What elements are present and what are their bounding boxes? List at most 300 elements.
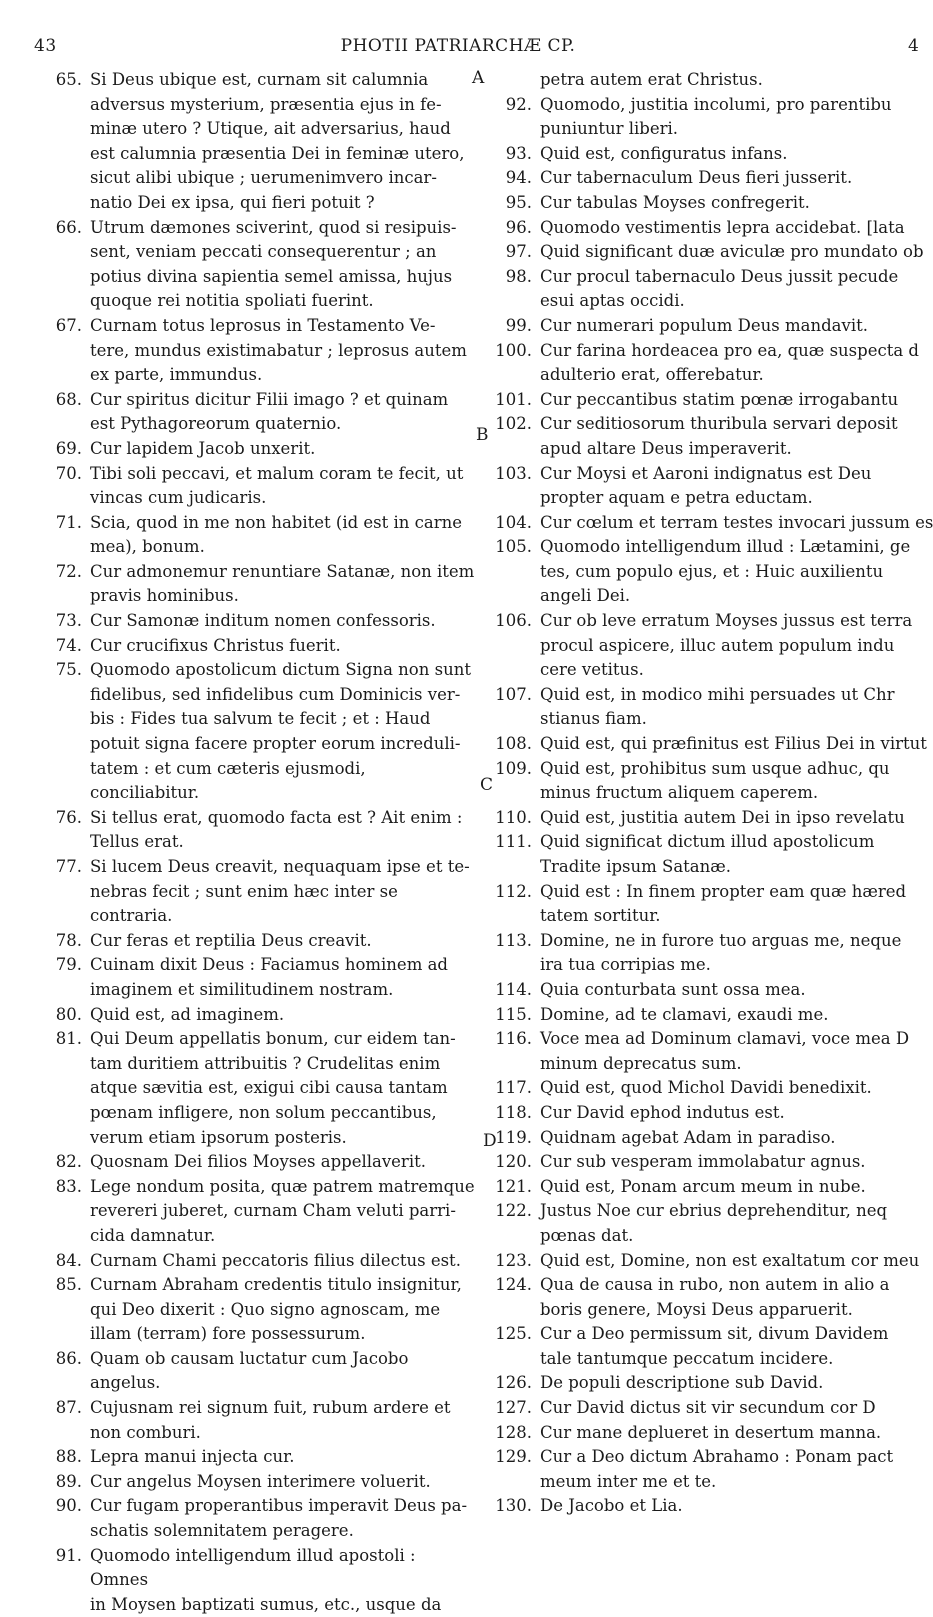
entry-line: Cur David ephod indutus est. xyxy=(540,1102,785,1122)
margin-letter-b: B xyxy=(476,425,489,445)
entry-line: tatem sortitur. xyxy=(540,906,661,926)
index-entry xyxy=(30,1470,476,1495)
entry-line: boris genere, Moysi Deus apparuerit. xyxy=(540,1299,853,1319)
index-entry xyxy=(488,93,928,142)
entry-line: Quid est, Domine, non est exaltatum cor meu xyxy=(540,1250,920,1270)
index-entry xyxy=(30,634,476,659)
entry-number xyxy=(30,1224,90,1249)
entry-number xyxy=(30,732,90,757)
entry-line: tam duritiem attribuitis ? Crudelitas enim xyxy=(90,1053,441,1073)
index-entry xyxy=(30,1396,476,1445)
entry-line: tale tantumque peccatum incidere. xyxy=(540,1348,834,1368)
index-entry xyxy=(488,142,928,167)
entry-line: Cujusnam rei signum fuit, rubum ardere et xyxy=(90,1398,451,1418)
entry-number xyxy=(30,289,90,314)
index-entry xyxy=(30,511,476,560)
index-entry xyxy=(488,412,928,461)
entry-number xyxy=(30,584,90,609)
entry-number: 119. xyxy=(495,1127,532,1147)
entry-number: 114. xyxy=(495,979,532,999)
index-entry xyxy=(30,388,476,437)
entry-number: 70. xyxy=(55,463,82,483)
index-entry xyxy=(30,1175,476,1249)
entry-line: Si lucem Deus creavit, nequaquam ipse et te- xyxy=(90,857,470,876)
entry-line: natio Dei ex ipsa, qui fieri potuit ? xyxy=(90,192,375,212)
index-entry xyxy=(488,166,928,191)
entry-number xyxy=(488,560,540,585)
index-entry xyxy=(30,953,476,1002)
entry-line: Tibi soli peccavi, et malum coram te fecit, ut xyxy=(90,463,464,483)
entry-line: Cur tabernaculum Deus fieri jusserit. xyxy=(540,168,853,188)
entry-number xyxy=(488,855,540,880)
entry-number xyxy=(30,142,90,167)
entry-number xyxy=(30,1126,90,1151)
entry-number: 121. xyxy=(495,1176,532,1196)
index-entry xyxy=(488,1076,928,1101)
entry-number: 66. xyxy=(55,217,82,237)
entry-number xyxy=(30,265,90,290)
entry-number xyxy=(488,953,540,978)
entry-line: Quid est, quod Michol Davidi benedixit. xyxy=(540,1078,872,1098)
index-entry xyxy=(488,240,928,265)
index-entry xyxy=(488,535,928,609)
index-entry xyxy=(30,560,476,609)
entry-line: Utrum dæmones sciverint, quod si resipuis- xyxy=(90,217,457,237)
entry-line: Tradite ipsum Satanæ. xyxy=(540,857,732,876)
index-entry xyxy=(30,1027,476,1150)
entry-line: qui Deo dixerit : Quo signo agnoscam, me xyxy=(90,1299,441,1319)
entry-number: 93. xyxy=(505,143,532,163)
entry-number xyxy=(30,1593,90,1617)
entry-line: Quam ob causam luctatur cum Jacobo angelus. xyxy=(90,1348,409,1393)
entry-line: Quid est, Ponam arcum meum in nube. xyxy=(540,1176,866,1196)
entry-line: Voce mea ad Dominum clamavi, voce mea D xyxy=(540,1029,910,1049)
entry-line: Quid est, configuratus infans. xyxy=(540,143,788,163)
entry-line: Cur farina hordeacea pro ea, quæ suspecta d xyxy=(540,340,919,360)
entry-number xyxy=(488,437,540,462)
entry-line: minus fructum aliquem caperem. xyxy=(540,783,819,803)
entry-line: potuit signa facere propter eorum increduli- xyxy=(90,734,461,754)
entry-line: Cur a Deo permissum sit, divum Davidem xyxy=(540,1324,889,1344)
entry-number: 101. xyxy=(495,389,532,409)
entry-number xyxy=(30,1101,90,1126)
entry-line: Quid est, in modico mihi persuades ut Chr xyxy=(540,684,895,704)
entry-number: 83. xyxy=(55,1176,82,1196)
entry-number xyxy=(488,904,540,929)
entry-line: illam (terram) fore possessurum. xyxy=(90,1324,366,1344)
entry-number: 79. xyxy=(55,955,82,975)
index-entry xyxy=(488,1494,928,1519)
index-entry xyxy=(488,1445,928,1494)
entry-number: 95. xyxy=(505,192,532,212)
index-entry xyxy=(488,609,928,683)
entry-line: verum etiam ipsorum posteris. xyxy=(90,1127,347,1147)
entry-number: 113. xyxy=(495,930,532,950)
entry-number xyxy=(30,757,90,806)
entry-number: 78. xyxy=(55,930,82,950)
entry-number xyxy=(488,1052,540,1077)
entry-line: vincas cum judicaris. xyxy=(90,488,267,508)
entry-line: Cur crucifixus Christus fuerit. xyxy=(90,635,341,655)
entry-number: 65. xyxy=(55,70,82,89)
entry-line: Cur Samonæ inditum nomen confessoris. xyxy=(90,611,436,631)
index-entry xyxy=(30,1494,476,1543)
entry-line: petra autem erat Christus. xyxy=(540,70,763,89)
entry-number: 120. xyxy=(495,1152,532,1172)
entry-number xyxy=(488,363,540,388)
entry-number: 124. xyxy=(495,1275,532,1295)
entry-line: quoque rei notitia spoliati fuerint. xyxy=(90,291,374,311)
index-entry xyxy=(488,1150,928,1175)
entry-line: Cur tabulas Moyses confregerit. xyxy=(540,192,810,212)
entry-number: 116. xyxy=(495,1029,532,1049)
entry-line: ira tua corripias me. xyxy=(540,955,711,975)
entry-number: 106. xyxy=(495,611,532,631)
entry-line: Quia conturbata sunt ossa mea. xyxy=(540,979,806,999)
entry-number: 107. xyxy=(495,684,532,704)
entry-number xyxy=(30,117,90,142)
entry-line: schatis solemnitatem peragere. xyxy=(90,1521,354,1541)
entry-number xyxy=(30,683,90,708)
entry-number: 82. xyxy=(55,1152,82,1172)
entry-line: Quomodo apostolicum dictum Signa non sunt xyxy=(90,660,471,680)
entry-number xyxy=(30,1199,90,1224)
entry-line: sicut alibi ubique ; uerumenimvero incar- xyxy=(90,168,437,188)
page-number-left: 43 xyxy=(34,36,57,56)
index-entry xyxy=(488,732,928,757)
entry-line: revereri juberet, curnam Cham veluti parri- xyxy=(90,1201,456,1221)
entry-number: 103. xyxy=(495,463,532,483)
entry-line: Cur mane deplueret in desertum manna. xyxy=(540,1422,882,1442)
margin-letter-d: D xyxy=(483,1131,497,1151)
index-entry xyxy=(30,1249,476,1274)
entry-number xyxy=(488,634,540,659)
entry-line: adulterio erat, offerebatur. xyxy=(540,365,764,385)
entry-line: cida damnatur. xyxy=(90,1225,216,1245)
entry-line: Cur peccantibus statim pœnæ irrogabantu xyxy=(540,389,899,409)
index-entry xyxy=(30,609,476,634)
entry-number xyxy=(30,191,90,216)
entry-line: sent, veniam peccati consequerentur ; an xyxy=(90,242,437,262)
right-column xyxy=(488,68,933,1519)
entry-number: 126. xyxy=(495,1373,532,1393)
entry-number: 80. xyxy=(55,1004,82,1024)
page-number-right: 4 xyxy=(908,36,920,56)
entry-line: Cur ob leve erratum Moyses jussus est terra xyxy=(540,611,913,631)
entry-line: tes, cum populo ejus, et : Huic auxilientu xyxy=(540,561,884,581)
entry-line: meum inter me et te. xyxy=(540,1471,717,1491)
entry-number xyxy=(30,1322,90,1347)
entry-line: Quid est, qui præfinitus est Filius Dei in virtut xyxy=(540,734,927,754)
entry-line: angeli Dei. xyxy=(540,586,631,606)
index-entry xyxy=(30,1544,476,1617)
entry-line: Domine, ad te clamavi, exaudi me. xyxy=(540,1004,829,1024)
index-entry xyxy=(488,339,928,388)
index-entry xyxy=(488,1027,928,1076)
entry-line: Quid significat dictum illud apostolicum xyxy=(540,832,875,852)
entry-line: non comburi. xyxy=(90,1422,201,1442)
entry-line: Cur fugam properantibus imperavit Deus pa- xyxy=(90,1496,468,1516)
entry-line: minum deprecatus sum. xyxy=(540,1053,742,1073)
entry-line: Curnam totus leprosus in Testamento Ve- xyxy=(90,315,436,335)
entry-number: 92. xyxy=(505,94,532,114)
index-entry xyxy=(488,462,928,511)
entry-number: 96. xyxy=(505,217,532,237)
entry-number xyxy=(30,830,90,855)
entry-number xyxy=(488,584,540,609)
entry-line: Domine, ne in furore tuo arguas me, neque xyxy=(540,930,902,950)
entry-number: 73. xyxy=(55,611,82,631)
index-entry xyxy=(488,683,928,732)
entry-line: Quosnam Dei filios Moyses appellaverit. xyxy=(90,1152,426,1172)
entry-number xyxy=(488,289,540,314)
entry-number: 75. xyxy=(55,660,82,680)
entry-line: Quid est : In finem propter eam quæ hæred xyxy=(540,881,907,901)
entry-number: 102. xyxy=(495,414,532,434)
entry-line: esui aptas occidi. xyxy=(540,291,685,311)
index-entry xyxy=(30,216,476,314)
entry-line: apud altare Deus imperaverit. xyxy=(540,438,792,458)
entry-line: Lege nondum posita, quæ patrem matremque xyxy=(90,1176,475,1196)
entry-number xyxy=(30,978,90,1003)
entry-number: 74. xyxy=(55,635,82,655)
entry-line: Qui Deum appellatis bonum, cur eidem tan- xyxy=(90,1029,456,1049)
entry-number xyxy=(30,412,90,437)
entry-number xyxy=(30,1421,90,1446)
entry-number: 110. xyxy=(495,807,532,827)
entry-line: procul aspicere, illuc autem populum indu xyxy=(540,635,895,655)
entry-number xyxy=(488,117,540,142)
running-title: PHOTII PATRIARCHÆ CP. xyxy=(340,36,576,56)
entry-line: pravis hominibus. xyxy=(90,586,239,606)
entry-number: 77. xyxy=(55,857,82,876)
index-entry xyxy=(488,511,933,536)
entry-number xyxy=(30,339,90,364)
index-entry xyxy=(30,1445,476,1470)
entry-line: tatem : et cum cæteris ejusmodi, conciliabitur. xyxy=(90,758,366,803)
index-entry xyxy=(488,191,928,216)
entry-number xyxy=(30,1519,90,1544)
entry-line: puniuntur liberi. xyxy=(540,119,679,139)
entry-line: minæ utero ? Utique, ait adversarius, haud xyxy=(90,119,451,139)
entry-number xyxy=(30,707,90,732)
entry-number xyxy=(30,1076,90,1101)
entry-line: est calumnia præsentia Dei in feminæ utero, xyxy=(90,143,465,163)
entry-number xyxy=(30,166,90,191)
entry-line: Lepra manui injecta cur. xyxy=(90,1447,295,1467)
entry-number: 91. xyxy=(55,1545,82,1565)
entry-line: Cur seditiosorum thuribula servari deposit xyxy=(540,414,898,434)
entry-number xyxy=(30,535,90,560)
entry-line: Quid est, prohibitus sum usque adhuc, qu xyxy=(540,758,890,778)
entry-number xyxy=(488,1347,540,1372)
entry-number: 89. xyxy=(55,1471,82,1491)
entry-number: 123. xyxy=(495,1250,532,1270)
entry-number: 69. xyxy=(55,438,82,458)
entry-line: stianus fiam. xyxy=(540,709,647,729)
index-entry xyxy=(488,806,928,831)
entry-line: cere vetitus. xyxy=(540,660,644,680)
entry-line: atque sævitia est, exigui cibi causa tantam xyxy=(90,1078,448,1098)
entry-line: Si Deus ubique est, curnam sit calumnia xyxy=(90,70,429,89)
entry-line: propter aquam e petra eductam. xyxy=(540,488,813,508)
index-entry xyxy=(30,855,476,929)
index-entry xyxy=(488,929,928,978)
index-entry xyxy=(488,1249,928,1274)
index-entry xyxy=(30,1003,476,1028)
entry-line: adversus mysterium, præsentia ejus in fe- xyxy=(90,94,442,114)
entry-line: fidelibus, sed infidelibus cum Dominicis ver- xyxy=(90,684,461,704)
entry-line: in Moysen baptizati sumus, etc., usque da xyxy=(90,1594,442,1614)
index-entry xyxy=(488,314,928,339)
entry-number: 130. xyxy=(495,1496,532,1516)
entry-number xyxy=(30,93,90,118)
entry-line: Cur numerari populum Deus mandavit. xyxy=(540,315,868,335)
entry-line: Tellus erat. xyxy=(90,832,184,852)
entry-number: 129. xyxy=(495,1447,532,1467)
index-entry xyxy=(30,1150,476,1175)
entry-number: 98. xyxy=(505,266,532,286)
entry-line: Scia, quod in me non habitet (id est in carne xyxy=(90,512,463,532)
entry-line: Quomodo vestimentis lepra accidebat. [lata xyxy=(540,217,905,237)
entry-line: Cuinam dixit Deus : Faciamus hominem ad xyxy=(90,955,448,975)
entry-line: est Pythagoreorum quaternio. xyxy=(90,414,342,434)
index-entry xyxy=(488,1421,928,1446)
entry-number: 90. xyxy=(55,1496,82,1516)
index-entry xyxy=(30,929,476,954)
entry-line: Cur a Deo dictum Abrahamo : Ponam pact xyxy=(540,1447,894,1467)
entry-number xyxy=(488,781,540,806)
index-entry xyxy=(488,1175,928,1200)
entry-line: Qua de causa in rubo, non autem in alio a xyxy=(540,1275,890,1295)
entry-line: potius divina sapientia semel amissa, hujus xyxy=(90,266,453,286)
entry-line: Justus Noe cur ebrius deprehenditur, neq xyxy=(540,1201,888,1221)
entry-line: Cur Moysi et Aaroni indignatus est Deu xyxy=(540,463,872,483)
entry-number xyxy=(30,1052,90,1077)
margin-letter-c: C xyxy=(480,775,494,795)
index-entry xyxy=(488,1396,928,1421)
entry-number xyxy=(30,880,90,929)
index-entry xyxy=(30,1273,476,1347)
entry-number: 115. xyxy=(495,1004,532,1024)
entry-number: 67. xyxy=(55,315,82,335)
entry-number xyxy=(30,240,90,265)
entry-line: ex parte, immundus. xyxy=(90,365,263,385)
entry-line: Quid est, justitia autem Dei in ipso revelatu xyxy=(540,807,905,827)
entry-line: bis : Fides tua salvum te fecit ; et : Haud xyxy=(90,709,431,729)
entry-line: Cur spiritus dicitur Filii imago ? et quinam xyxy=(90,389,449,409)
entry-line: Quidnam agebat Adam in paradiso. xyxy=(540,1127,836,1147)
index-entry xyxy=(488,1371,928,1396)
index-entry xyxy=(488,265,928,314)
entry-line: Quid est, ad imaginem. xyxy=(90,1004,285,1024)
entry-line: tere, mundus existimabatur ; leprosus autem xyxy=(90,340,467,360)
index-entry xyxy=(30,806,476,855)
index-entry xyxy=(30,437,476,462)
entry-number: 71. xyxy=(55,512,82,532)
entry-number: 99. xyxy=(505,315,532,335)
entry-line: Cur angelus Moysen interimere voluerit. xyxy=(90,1471,431,1491)
entry-line: Cur David dictus sit vir secundum cor D xyxy=(540,1398,876,1418)
entry-number: 108. xyxy=(495,734,532,754)
entry-number: 76. xyxy=(55,807,82,827)
index-entry xyxy=(30,68,476,216)
entry-line: Quomodo intelligendum illud apostoli : Omnes xyxy=(90,1545,416,1590)
entry-number xyxy=(30,1298,90,1323)
entry-number: 128. xyxy=(495,1422,532,1442)
index-entry xyxy=(30,1347,476,1396)
entry-number: 72. xyxy=(55,561,82,581)
margin-letter-a: A xyxy=(472,68,485,88)
entry-number: 111. xyxy=(495,832,532,852)
entry-number: 81. xyxy=(55,1029,82,1049)
entry-number xyxy=(488,68,540,93)
entry-line: Cur cœlum et terram testes invocari jussum es xyxy=(540,512,933,532)
index-entry xyxy=(488,1003,928,1028)
entry-number: 85. xyxy=(55,1275,82,1295)
entry-number xyxy=(30,363,90,388)
entry-line: De populi descriptione sub David. xyxy=(540,1373,824,1393)
entry-number: 112. xyxy=(495,881,532,901)
entry-line: nebras fecit ; sunt enim hæc inter se contraria. xyxy=(90,881,398,926)
index-entry xyxy=(488,216,928,241)
entry-line: pœnam infligere, non solum peccantibus, xyxy=(90,1102,437,1122)
index-entry xyxy=(488,1126,928,1151)
index-entry xyxy=(488,757,928,806)
index-entry xyxy=(488,1322,928,1371)
entry-line: Si tellus erat, quomodo facta est ? Ait enim : xyxy=(90,807,463,827)
entry-line: mea), bonum. xyxy=(90,537,205,557)
index-entry xyxy=(488,68,928,93)
entry-line: Cur sub vesperam immolabatur agnus. xyxy=(540,1152,866,1172)
entry-line: Cur admonemur renuntiare Satanæ, non item xyxy=(90,561,475,581)
entry-number xyxy=(488,707,540,732)
entry-line: Cur procul tabernaculo Deus jussit pecude xyxy=(540,266,899,286)
entry-number: 94. xyxy=(505,168,532,188)
entry-number xyxy=(488,486,540,511)
entry-number: 109. xyxy=(495,758,532,778)
index-entry xyxy=(488,388,928,413)
entry-number xyxy=(488,1470,540,1495)
entry-line: Quomodo, justitia incolumi, pro parentibu xyxy=(540,94,892,114)
entry-number: 86. xyxy=(55,1348,82,1368)
left-column xyxy=(30,68,476,1617)
entry-number: 104. xyxy=(495,512,532,532)
index-entry xyxy=(488,1199,928,1248)
entry-line: Cur lapidem Jacob unxerit. xyxy=(90,438,316,458)
index-entry xyxy=(30,314,476,388)
entry-number xyxy=(488,1298,540,1323)
entry-number: 88. xyxy=(55,1447,82,1467)
index-entry xyxy=(488,1101,928,1126)
index-entry xyxy=(488,830,928,879)
entry-number: 125. xyxy=(495,1324,532,1344)
entry-line: Cur feras et reptilia Deus creavit. xyxy=(90,930,372,950)
entry-line: imaginem et similitudinem nostram. xyxy=(90,979,394,999)
entry-number xyxy=(488,658,540,683)
entry-line: De Jacobo et Lia. xyxy=(540,1496,683,1516)
index-entry xyxy=(488,880,928,929)
entry-number: 68. xyxy=(55,389,82,409)
entry-line: Quomodo intelligendum illud : Lætamini, ge xyxy=(540,537,911,557)
entry-number: 87. xyxy=(55,1398,82,1418)
entry-number: 84. xyxy=(55,1250,82,1270)
entry-number: 105. xyxy=(495,537,532,557)
entry-number xyxy=(30,486,90,511)
entry-line: Quid significant duæ aviculæ pro mundato ob xyxy=(540,242,924,262)
entry-line: Curnam Chami peccatoris filius dilectus est. xyxy=(90,1250,461,1270)
entry-number: 117. xyxy=(495,1078,532,1098)
